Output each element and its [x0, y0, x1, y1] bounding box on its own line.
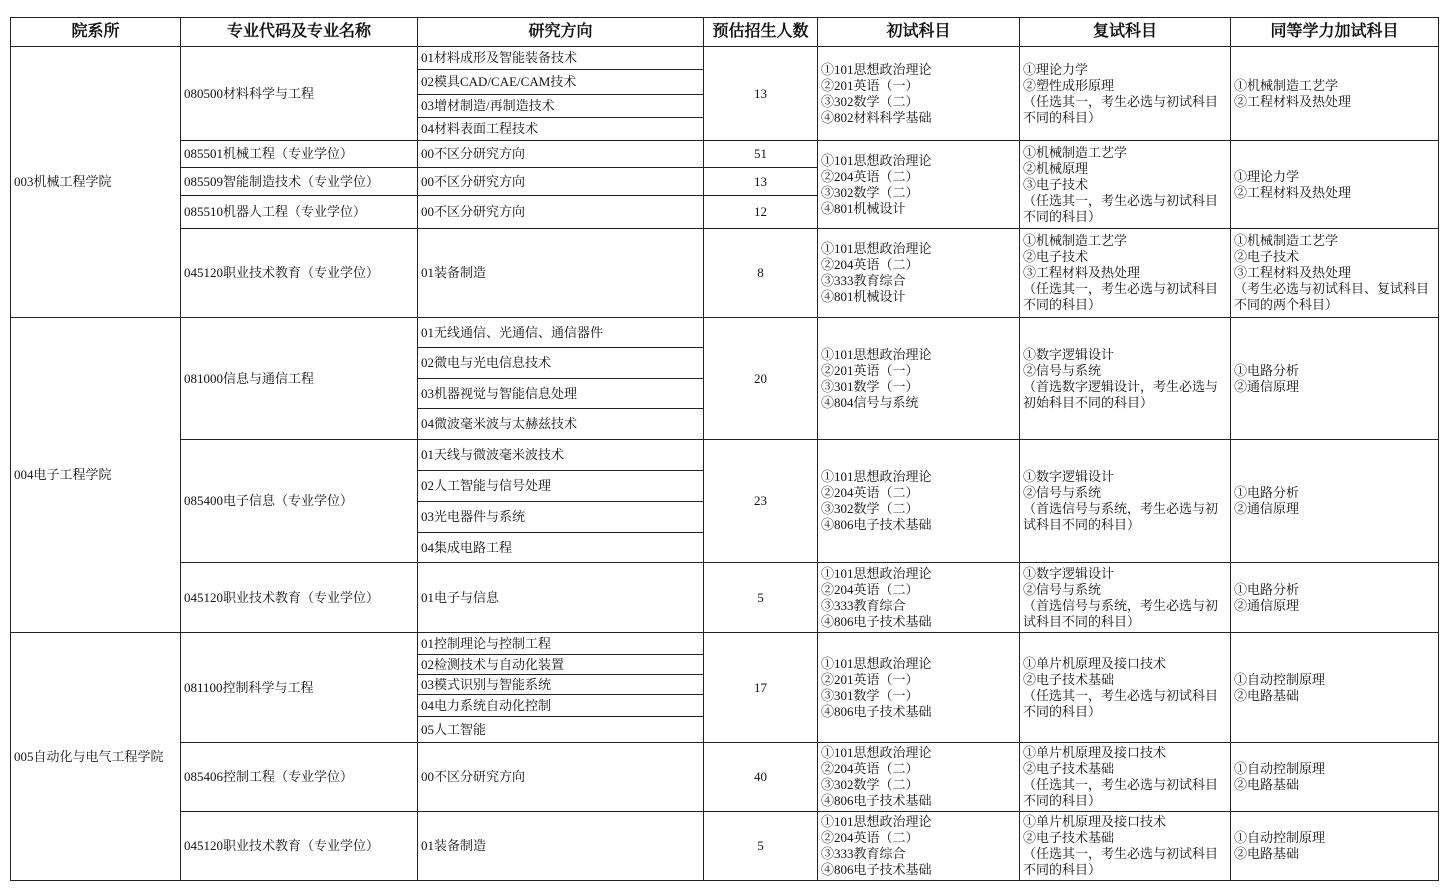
- equivalent-exam-subjects: [1231, 318, 1439, 440]
- subject-item: ①自动控制原理: [1234, 761, 1326, 776]
- subject-item: ①数字逻辑设计: [1023, 565, 1115, 581]
- major-name: 081000信息与通信工程: [181, 318, 418, 440]
- research-direction: 01装备制造: [418, 812, 704, 881]
- research-direction: 04电力系统自动化控制: [418, 695, 704, 717]
- header-equivalent: 同等学力加试科目: [1231, 18, 1439, 47]
- subject-item: ②204英语（二）: [821, 257, 919, 272]
- enrollment-count: 5: [704, 812, 818, 881]
- subject-note: （任选其一，考生必选与初试科目不同的科目）: [1023, 281, 1219, 312]
- department-name: 005自动化与电气工程学院: [11, 633, 181, 881]
- retest-subjects: [1020, 440, 1231, 563]
- subject-item: ①电路分析: [1234, 581, 1300, 597]
- subject-item: ③302数学（二）: [821, 501, 919, 516]
- major-name: 085510机器人工程（专业学位）: [181, 196, 418, 229]
- subject-item: ②电路基础: [1234, 687, 1300, 703]
- enrollment-count: 17: [704, 633, 818, 743]
- first-exam-subjects: [818, 563, 1020, 633]
- subject-item: ①理论力学: [1234, 168, 1300, 184]
- first-exam-subjects: [818, 440, 1020, 563]
- subject-item: ④804信号与系统: [821, 394, 919, 410]
- subject-note: （任选其一，考生必选与初试科目不同的科目）: [1023, 687, 1219, 719]
- major-name: 081100控制科学与工程: [181, 633, 418, 743]
- subject-item: ①101思想政治理论: [821, 152, 932, 168]
- major-name: 045120职业技术教育（专业学位）: [181, 563, 418, 633]
- subject-item: ②电子技术基础: [1023, 761, 1115, 776]
- equivalent-exam-subjects: [1231, 743, 1439, 812]
- subject-item: ④806电子技术基础: [821, 862, 932, 877]
- retest-subjects: [1020, 812, 1231, 881]
- subject-item: ②电子技术基础: [1023, 830, 1115, 845]
- subject-item: ③工程材料及热处理: [1023, 265, 1141, 280]
- research-direction: 01装备制造: [418, 229, 704, 318]
- subject-item: ①数字逻辑设计: [1023, 469, 1115, 484]
- subject-note: （任选其一，考生必选与初试科目不同的科目）: [1023, 93, 1219, 125]
- header-count: 预估招生人数: [704, 18, 818, 47]
- research-direction: 04集成电路工程: [418, 533, 704, 563]
- first-exam-subjects: [818, 141, 1020, 229]
- enrollment-count: 12: [704, 196, 818, 229]
- table-row: [11, 440, 1439, 471]
- subject-item: ②信号与系统: [1023, 362, 1102, 378]
- research-direction: 03光电器件与系统: [418, 502, 704, 533]
- subject-item: ①机械制造工艺学: [1023, 144, 1128, 160]
- subject-item: ③302数学（二）: [821, 777, 919, 792]
- subject-item: ①电路分析: [1234, 362, 1300, 378]
- subject-item: ②机械原理: [1023, 160, 1089, 176]
- first-exam-subjects: [818, 743, 1020, 812]
- equivalent-exam-subjects: [1231, 633, 1439, 743]
- major-name: 045120职业技术教育（专业学位）: [181, 812, 418, 881]
- major-name: 085501机械工程（专业学位）: [181, 141, 418, 168]
- equivalent-exam-subjects: [1231, 812, 1439, 881]
- subject-item: ④806电子技术基础: [821, 517, 932, 532]
- enrollment-count: 13: [704, 168, 818, 196]
- table-row: [11, 563, 1439, 633]
- subject-item: ②201英语（一）: [821, 671, 919, 687]
- enrollment-count: 13: [704, 47, 818, 141]
- subject-item: ①101思想政治理论: [821, 469, 932, 484]
- retest-subjects: [1020, 563, 1231, 633]
- major-name: 045120职业技术教育（专业学位）: [181, 229, 418, 318]
- research-direction: 03增材制造/再制造技术: [418, 95, 704, 118]
- subject-item: ①单片机原理及接口技术: [1023, 814, 1167, 829]
- first-exam-subjects: [818, 229, 1020, 318]
- subject-item: ①电路分析: [1234, 485, 1300, 500]
- research-direction: 04微波毫米波与太赫兹技术: [418, 409, 704, 440]
- major-name: 085406控制工程（专业学位）: [181, 743, 418, 812]
- subject-item: ②电子技术: [1023, 249, 1089, 264]
- subject-item: ②204英语（二）: [821, 168, 919, 184]
- research-direction: 04材料表面工程技术: [418, 118, 704, 141]
- admissions-table: [10, 17, 1439, 881]
- subject-item: ③工程材料及热处理: [1234, 265, 1352, 280]
- retest-subjects: [1020, 47, 1231, 141]
- retest-subjects: [1020, 318, 1231, 440]
- subject-item: ②204英语（二）: [821, 830, 919, 845]
- subject-item: ①自动控制原理: [1234, 830, 1326, 845]
- subject-item: ④806电子技术基础: [821, 613, 932, 629]
- equivalent-exam-subjects: [1231, 141, 1439, 229]
- equivalent-exam-subjects: [1231, 440, 1439, 563]
- header-retest: 复试科目: [1020, 18, 1231, 47]
- research-direction: 00不区分研究方向: [418, 743, 704, 812]
- subject-item: ②201英语（一）: [821, 362, 919, 378]
- subject-item: ④806电子技术基础: [821, 703, 932, 719]
- department-name: 003机械工程学院: [11, 47, 181, 318]
- subject-item: ①101思想政治理论: [821, 814, 932, 829]
- subject-item: ②通信原理: [1234, 378, 1300, 394]
- subject-item: ①自动控制原理: [1234, 671, 1326, 687]
- subject-item: ②通信原理: [1234, 597, 1300, 613]
- subject-item: ①101思想政治理论: [821, 241, 932, 256]
- table-row: [11, 47, 1439, 70]
- table-row: [11, 318, 1439, 348]
- subject-note: （首选数字逻辑设计，考生必选与初始科目不同的科目）: [1023, 378, 1219, 410]
- research-direction: 02检测技术与自动化装置: [418, 655, 704, 675]
- subject-item: ①单片机原理及接口技术: [1023, 745, 1167, 760]
- subject-item: ②204英语（二）: [821, 485, 919, 500]
- subject-item: ③333教育综合: [821, 846, 906, 861]
- subject-item: ④801机械设计: [821, 200, 906, 216]
- header-department: 院系所: [11, 18, 181, 47]
- first-exam-subjects: [818, 633, 1020, 743]
- table-row: [11, 812, 1439, 881]
- subject-item: ④802材料科学基础: [821, 109, 932, 125]
- subject-item: ②电子技术基础: [1023, 671, 1115, 687]
- enrollment-count: 51: [704, 141, 818, 168]
- table-row: [11, 743, 1439, 812]
- subject-item: ②电路基础: [1234, 846, 1300, 861]
- subject-item: ③333教育综合: [821, 597, 906, 613]
- enrollment-count: 8: [704, 229, 818, 318]
- department-name: 004电子工程学院: [11, 318, 181, 633]
- subject-item: ②204英语（二）: [821, 761, 919, 776]
- subject-item: ②电路基础: [1234, 777, 1300, 792]
- research-direction: 02模具CAD/CAE/CAM技术: [418, 70, 704, 95]
- subject-item: ②204英语（二）: [821, 581, 919, 597]
- subject-item: ①101思想政治理论: [821, 61, 932, 77]
- research-direction: 03模式识别与智能系统: [418, 675, 704, 695]
- subject-item: ②塑性成形原理: [1023, 77, 1115, 93]
- enrollment-count: 40: [704, 743, 818, 812]
- header-row: [11, 18, 1439, 47]
- research-direction: 02人工智能与信号处理: [418, 471, 704, 502]
- subject-item: ①单片机原理及接口技术: [1023, 655, 1167, 671]
- subject-item: ②工程材料及热处理: [1234, 93, 1352, 109]
- enrollment-count: 20: [704, 318, 818, 440]
- research-direction: 05人工智能: [418, 717, 704, 743]
- subject-item: ②信号与系统: [1023, 581, 1102, 597]
- subject-item: ②通信原理: [1234, 501, 1300, 516]
- table-row: [11, 229, 1439, 318]
- enrollment-count: 5: [704, 563, 818, 633]
- table-row: [11, 633, 1439, 655]
- subject-item: ①101思想政治理论: [821, 655, 932, 671]
- subject-item: ③333教育综合: [821, 273, 906, 288]
- subject-note: （首选信号与系统，考生必选与初试科目不同的科目）: [1023, 501, 1219, 532]
- subject-item: ③301数学（一）: [821, 687, 919, 703]
- research-direction: 03机器视觉与智能信息处理: [418, 379, 704, 409]
- major-name: 085509智能制造技术（专业学位）: [181, 168, 418, 196]
- subject-note: （首选信号与系统，考生必选与初试科目不同的科目）: [1023, 597, 1219, 629]
- first-exam-subjects: [818, 812, 1020, 881]
- research-direction: 00不区分研究方向: [418, 196, 704, 229]
- equivalent-exam-subjects: [1231, 563, 1439, 633]
- subject-item: ①理论力学: [1023, 61, 1089, 77]
- subject-note: （任选其一，考生必选与初试科目不同的科目）: [1023, 846, 1219, 877]
- retest-subjects: [1020, 743, 1231, 812]
- research-direction: 02微电与光电信息技术: [418, 348, 704, 379]
- subject-item: ①数字逻辑设计: [1023, 346, 1115, 362]
- subject-item: ②信号与系统: [1023, 485, 1102, 500]
- research-direction: 00不区分研究方向: [418, 141, 704, 168]
- header-major: 专业代码及专业名称: [181, 18, 418, 47]
- subject-item: ③302数学（二）: [821, 93, 919, 109]
- research-direction: 01材料成形及智能装备技术: [418, 47, 704, 70]
- first-exam-subjects: [818, 47, 1020, 141]
- subject-item: ②电子技术: [1234, 249, 1300, 264]
- equivalent-exam-subjects: [1231, 47, 1439, 141]
- subject-item: ③电子技术: [1023, 176, 1089, 192]
- table-row: [11, 141, 1439, 168]
- research-direction: 00不区分研究方向: [418, 168, 704, 196]
- subject-note: （任选其一，考生必选与初试科目不同的科目）: [1023, 192, 1219, 224]
- subject-item: ①机械制造工艺学: [1023, 233, 1128, 248]
- subject-item: ①机械制造工艺学: [1234, 233, 1339, 248]
- retest-subjects: [1020, 141, 1231, 229]
- equivalent-exam-subjects: [1231, 229, 1439, 318]
- subject-item: ①101思想政治理论: [821, 745, 932, 760]
- subject-item: ③301数学（一）: [821, 378, 919, 394]
- research-direction: 01控制理论与控制工程: [418, 633, 704, 655]
- research-direction: 01天线与微波毫米波技术: [418, 440, 704, 471]
- subject-item: ①机械制造工艺学: [1234, 77, 1339, 93]
- subject-item: ②工程材料及热处理: [1234, 184, 1352, 200]
- subject-item: ①101思想政治理论: [821, 565, 932, 581]
- header-first-exam: 初试科目: [818, 18, 1020, 47]
- research-direction: 01电子与信息: [418, 563, 704, 633]
- subject-note: （考生必选与初试科目、复试科目不同的两个科目）: [1234, 281, 1430, 312]
- retest-subjects: [1020, 229, 1231, 318]
- first-exam-subjects: [818, 318, 1020, 440]
- major-name: 085400电子信息（专业学位）: [181, 440, 418, 563]
- subject-item: ④806电子技术基础: [821, 793, 932, 808]
- retest-subjects: [1020, 633, 1231, 743]
- major-name: 080500材料科学与工程: [181, 47, 418, 141]
- subject-item: ③302数学（二）: [821, 184, 919, 200]
- subject-item: ④801机械设计: [821, 289, 906, 304]
- subject-note: （任选其一，考生必选与初试科目不同的科目）: [1023, 777, 1219, 808]
- enrollment-count: 23: [704, 440, 818, 563]
- header-direction: 研究方向: [418, 18, 704, 47]
- subject-item: ②201英语（一）: [821, 77, 919, 93]
- research-direction: 01无线通信、光通信、通信器件: [418, 318, 704, 348]
- subject-item: ①101思想政治理论: [821, 346, 932, 362]
